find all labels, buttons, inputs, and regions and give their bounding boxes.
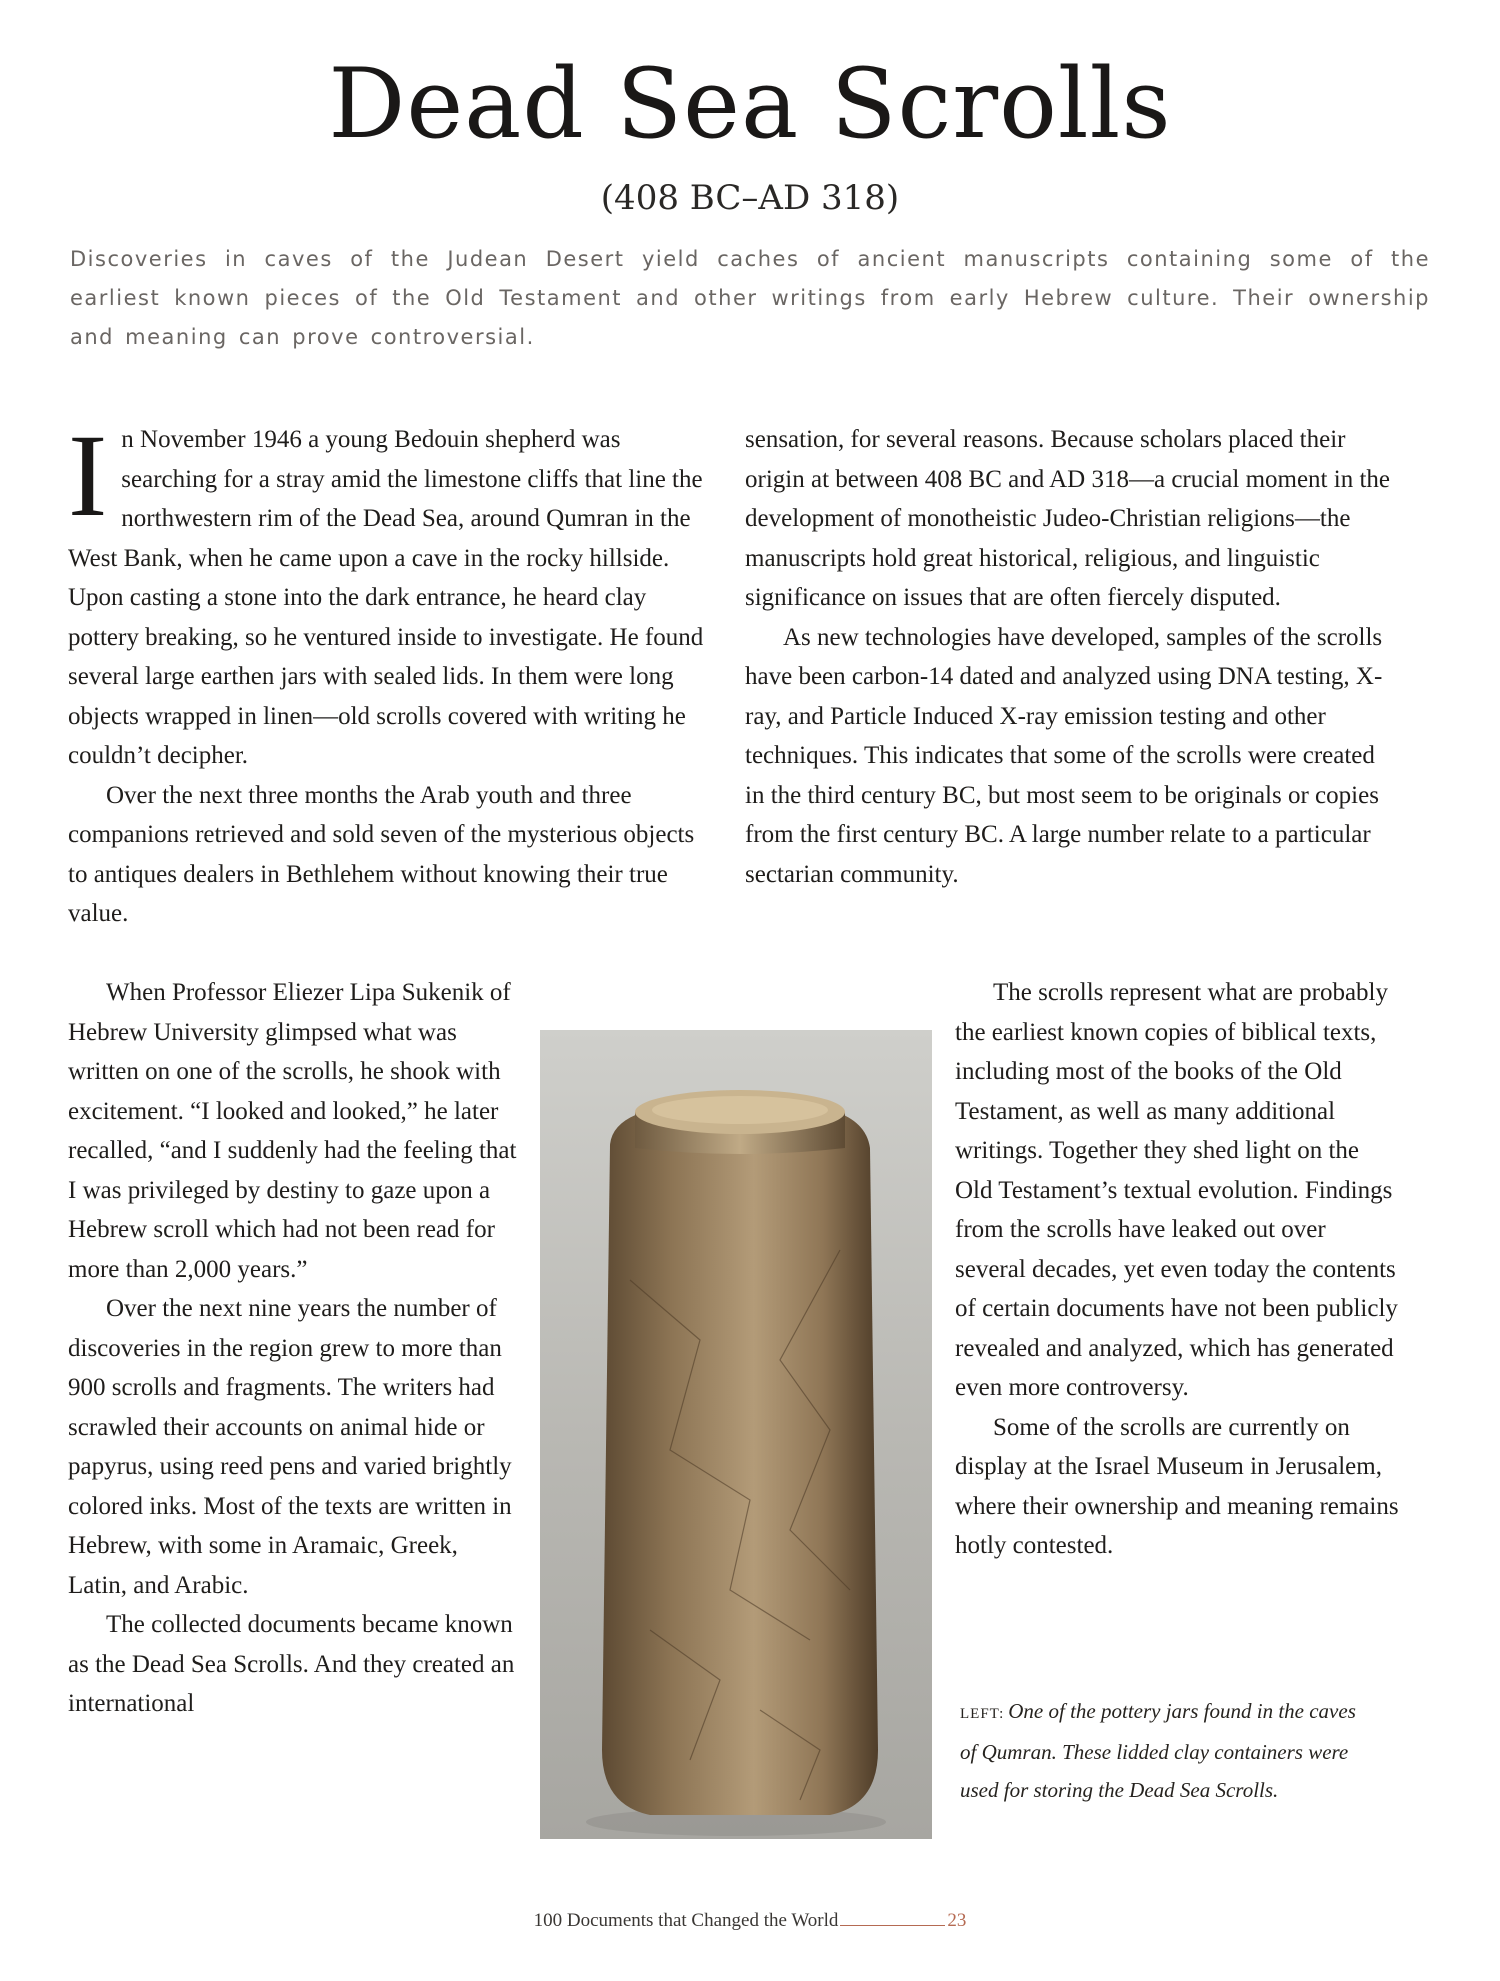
opening-paragraph bbox=[68, 410, 708, 776]
body-paragraph: sensation, for several reasons. Because scholars placed their origin at between 408 BC and AD 318—a crucial moment in the development of monotheistic Judeo-Christian religions—the manuscripts hold great historical, religious, and linguistic significance on issues that are often fiercely disputed. bbox=[745, 426, 1390, 611]
jar-illustration bbox=[540, 1030, 932, 1839]
right-column-narrow bbox=[955, 973, 1400, 1566]
body-paragraph: Over the next three months the Arab youth and three companions retrieved and sold seven of the mysterious objects to antiques dealers in Bethlehem without knowing their true value. bbox=[68, 781, 695, 927]
caption-text: One of the pottery jars found in the caves of Qumran. These lidded clay containers were used for storing the Dead Sea Scrolls. bbox=[960, 1699, 1356, 1802]
body-paragraph: The scrolls represent what are probably the earliest known copies of biblical texts, including most of the books of the Old Testament, as well as many additional writings. Together they shed light on the Old Testament’s textual evolution. Findings from the scrolls have leaked out over several decades, yet even today the contents of certain documents have not been publicly revealed and analyzed, which has generated even more controversy. bbox=[955, 979, 1398, 1401]
body-paragraph: Over the next nine years the number of discoveries in the region grew to more than 900 scrolls and fragments. The writers had scrawled their accounts on animal hide or papyrus, using reed pens and varied brightly colored inks. Most of the texts are written in Hebrew, with some in Aramaic, Greek, Latin, and Arabic. bbox=[68, 1295, 512, 1599]
body-paragraph: When Professor Eliezer Lipa Sukenik of Hebrew University glimpsed what was written on one of the scrolls, he shook with excitement. “I looked and looked,” he later recalled, “and I suddenly had the feeling that I was privileged by destiny to gaze upon a Hebrew scroll which had not been read for more than 2,000 years.” bbox=[68, 979, 517, 1283]
left-column-narrow bbox=[68, 973, 518, 1724]
pottery-jar-photo bbox=[540, 1030, 932, 1839]
intro-paragraph: Discoveries in caves of the Judean Desert yield caches of ancient manuscripts containing some of the earliest known pieces of the Old Testament and other writings from early Hebrew culture. Their ownership and meaning can prove controversial. bbox=[70, 247, 1430, 349]
footer-rule bbox=[840, 1925, 945, 1926]
page-number: 23 bbox=[947, 1910, 967, 1931]
right-column bbox=[745, 420, 1395, 894]
left-column bbox=[68, 410, 708, 934]
photo-caption bbox=[960, 1692, 1360, 1809]
book-title: 100 Documents that Changed the World bbox=[533, 1910, 839, 1931]
page-title: Dead Sea Scrolls bbox=[328, 48, 1172, 160]
body-paragraph: Some of the scrolls are currently on display at the Israel Museum in Jerusalem, where their ownership and meaning remains hotly contested. bbox=[955, 1413, 1399, 1559]
drop-cap: I bbox=[68, 410, 108, 541]
page-footer bbox=[0, 1910, 1500, 1932]
body-paragraph: As new technologies have developed, samples of the scrolls have been carbon-14 dated and analyzed using DNA testing, X-ray, and Particle Induced X-ray emission testing and other techniques. This indicates that some of the scrolls were created in the third century BC, but most seem to be originals or copies from the first century BC. A large number relate to a particular sectarian community. bbox=[745, 623, 1383, 888]
caption-label: LEFT: bbox=[960, 1706, 1005, 1722]
body-paragraph: The collected documents became known as the Dead Sea Scrolls. And they created an international bbox=[68, 1611, 515, 1717]
opening-paragraph-text: n November 1946 a young Bedouin shepherd was searching for a stray amid the limestone cliffs that line the northwestern rim of the Dead Sea, around Qumran in the West Bank, when he came upon a cave in the rocky hillside. Upon casting a stone into the dark entrance, he heard clay pottery breaking, so he ventured inside to investigate. He found several large earthen jars with sealed lids. In them were long objects wrapped in linen—old scrolls covered with writing he couldn’t decipher. bbox=[68, 426, 704, 769]
date-range: (408 BC–AD 318) bbox=[600, 178, 900, 218]
